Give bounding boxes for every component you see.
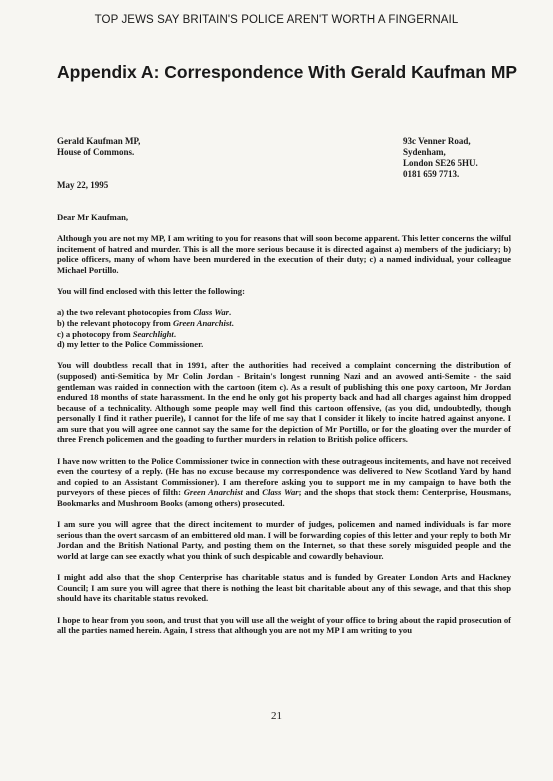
address-line: Sydenham,	[403, 147, 446, 157]
list-item: d) my letter to the Police Commissioner.	[57, 339, 204, 350]
address-block	[403, 136, 478, 180]
sender-line: House of Commons.	[57, 147, 135, 157]
paragraph: I am sure you will agree that the direct incitement to murder of judges, policemen and named individuals is far more serious than the overt sarcasm of an embittered old man. I will be forwarding copies of this letter and your reply to both Mr Jordan and the British National Party, and posting them on the Internet, so that these sorely misguided people and the world at large can see exactly what you think of such despicable and cowardly behaviour.	[57, 519, 511, 561]
paragraph: I have now written to the Police Commissioner twice in connection with these outrageous incitements, and have not received even the courtesy of a reply. (He has no excuse because my correspondence was delivered to New Scotland Yard by hand and copied to an Assistant Commissioner). I am therefore asking you to support me in my campaign to have both the purveyors of these pieces of filth: Green Anarchist and Class War; and the shops that stock them: Centerprise, Housmans, Bookmarks and Mushroom Books (among others) prosecuted.	[57, 455, 512, 509]
page-title: Appendix A: Correspondence With Gerald Kaufman MP	[57, 62, 518, 82]
paragraph: I hope to hear from you soon, and trust that you will use all the weight of your office to bring about the rapid prosecution of all the parties named herein. Again, I stress that although you are not my MP I am writing to you	[57, 614, 511, 636]
address-phone: 0181 659 7713.	[403, 169, 460, 179]
paragraph: I might add also that the shop Centerprise has charitable status and is funded by Greater London Arts and Hackney Council; I am sure you will agree that there is nothing the least bit charitable about any of this sewage, and that this shop should have its charitable status revoked.	[57, 572, 511, 604]
paragraph: Although you are not my MP, I am writing to you for reasons that will soon become apparent. This letter concerns the wilful incitement of hatred and murder. This is all the more serious because it is directed against a) members of the judiciary; b) police officers, many of whom have been murdered in the execution of their duty; c) a named individual, your colleague Michael Portillo.	[57, 233, 511, 275]
salutation: Dear Mr Kaufman,	[57, 212, 129, 222]
letter-body	[57, 212, 511, 646]
list-item: b) the relevant photocopy from Green Anarchist.	[57, 317, 234, 328]
address-line: London SE26 5HU.	[403, 158, 478, 168]
address-line: 93c Venner Road,	[403, 136, 471, 146]
sender-line: Gerald Kaufman MP,	[57, 136, 141, 146]
letter-date: May 22, 1995	[57, 180, 109, 190]
list-item: a) the two relevant photocopies from Class War.	[57, 307, 232, 318]
sender-block	[57, 136, 140, 158]
running-head: TOP JEWS SAY BRITAIN'S POLICE AREN'T WORTH A FINGERNAIL	[94, 14, 459, 26]
list-item: c) a photocopy from Searchlight.	[57, 328, 176, 339]
page-number: 21	[271, 710, 282, 722]
paragraph: You will doubtless recall that in 1991, after the authorities had received a complaint concerning the distribution of (supposed) anti-Semitica by Mr Colin Jordan - Britain's longest running Nazi and an avowed anti-Semite - the said gentleman was raided in connection with the cartoon (item c). As a result of publishing this one poxy cartoon, Mr Jordan endured 18 months of state harassment. In the end he only got his property back and had all charges against him dropped because of a technicality. Although some people may well find this cartoon offensive, (as you did, undoubtedly, though personally I find it rather puerile), I cannot for the life of me say that I consider it likely to incite hatred against anyone. I am sure that you will agree one cannot say the same for the depiction of Mr Portillo, or for the gloating over the murder of three French policemen and the goading to further murders in relation to British police officers.	[57, 360, 511, 445]
enclosure-list	[57, 307, 511, 349]
paragraph: You will find enclosed with this letter the following:	[57, 286, 245, 297]
